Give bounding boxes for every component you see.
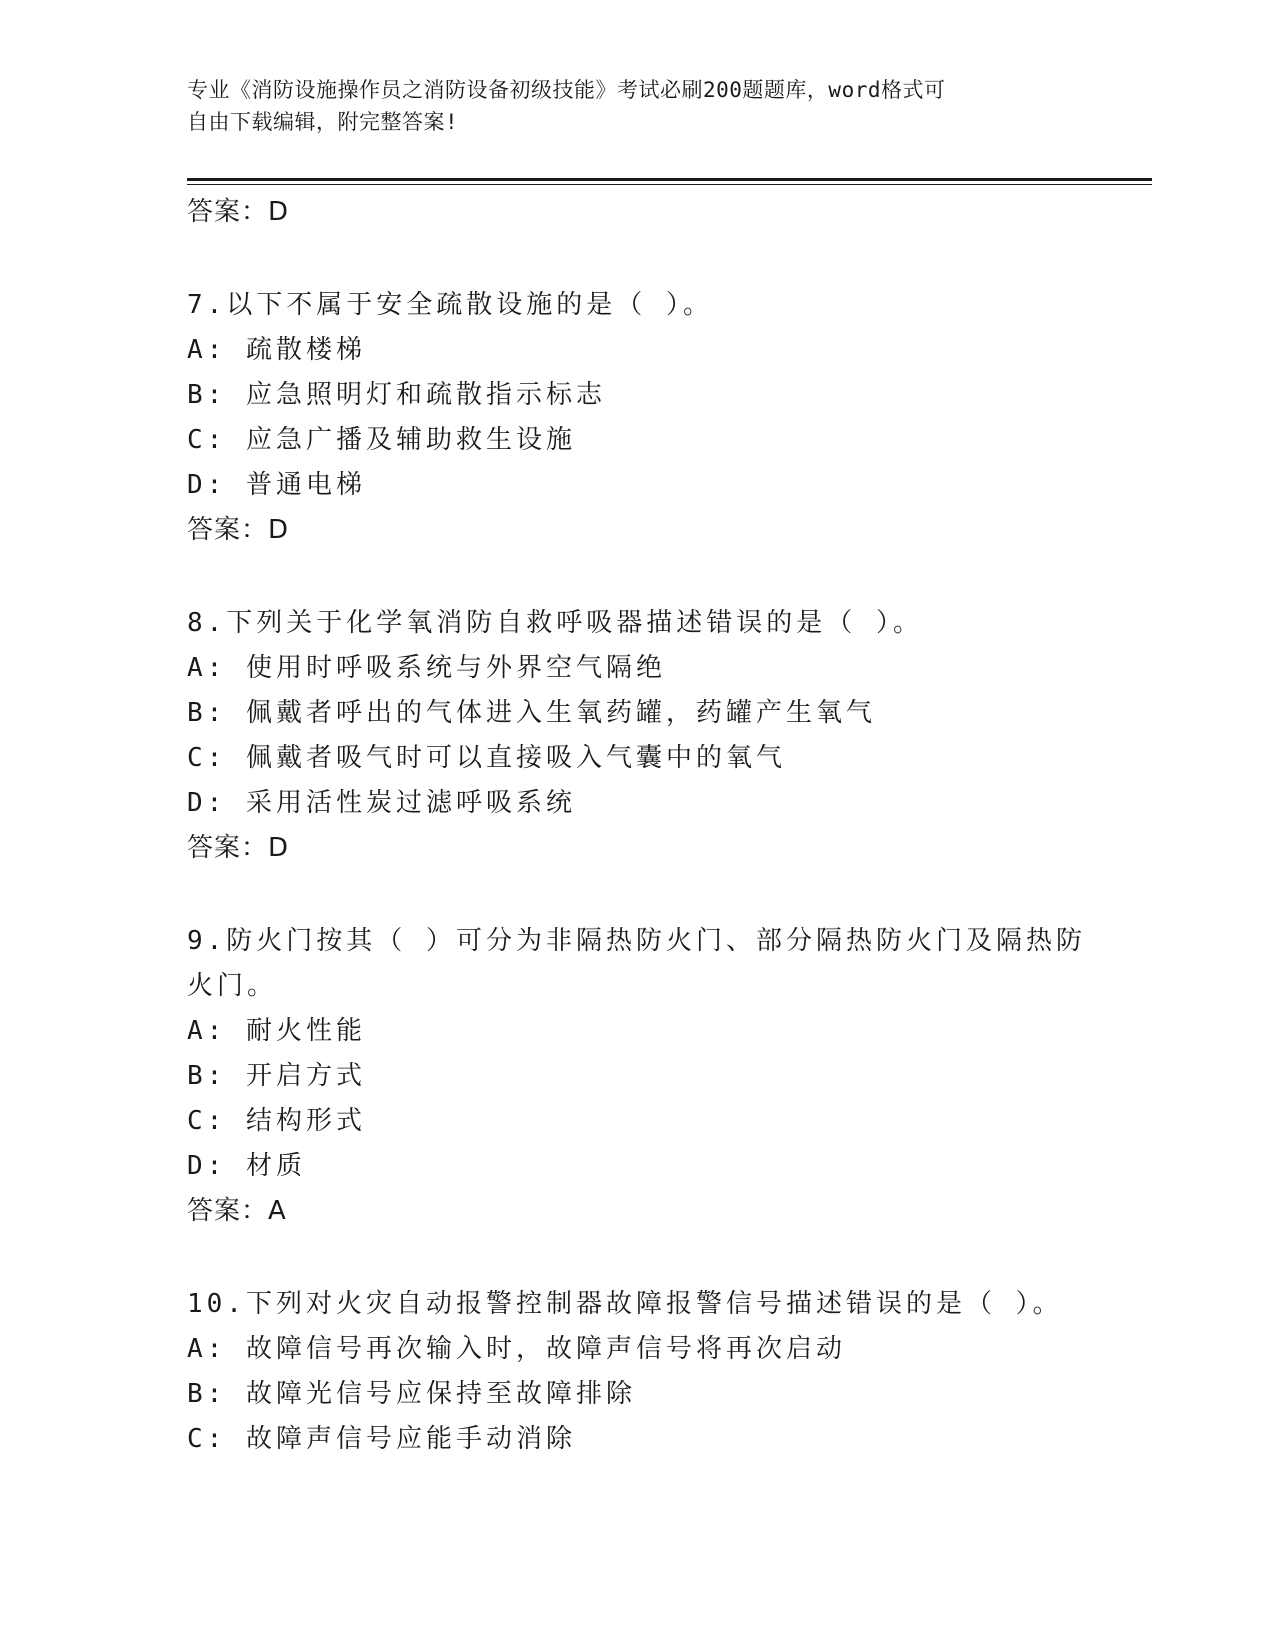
question-stem: 10.下列对火灾自动报警控制器故障报警信号描述错误的是（ ）。 [187,1289,1063,1319]
question-stem: 7.以下不属于安全疏散设施的是（ ）。 [187,290,713,320]
header-line-1: 专业《消防设施操作员之消防设备初级技能》考试必刷200题题库，word格式可 [187,78,946,102]
answer-line [187,1189,1067,1234]
option-c: C: 应急广播及辅助救生设施 [187,425,576,455]
option-d: D: 采用活性炭过滤呼吸系统 [187,788,576,818]
question-7 [187,283,1067,553]
question-10 [187,1282,1067,1462]
question-list [187,190,1086,1462]
option-a: A: 耐火性能 [187,1016,366,1046]
option-a: A: 使用时呼吸系统与外界空气隔绝 [187,653,666,683]
option-d: D: 材质 [187,1151,306,1181]
answer-value: D [268,833,290,863]
answer-line [187,826,1067,871]
question-stem: 8.下列关于化学氧消防自救呼吸器描述错误的是（ ）。 [187,608,923,638]
option-b: B: 开启方式 [187,1061,366,1091]
answer-value: D [268,515,290,545]
answer-label: 答案： [187,833,269,863]
question-8 [187,601,1067,871]
option-c: C: 故障声信号应能手动消除 [187,1424,576,1454]
answer-label: 答案： [187,1196,269,1226]
answer-line [187,508,1067,553]
option-b: B: 佩戴者呼出的气体进入生氧药罐，药罐产生氧气 [187,698,876,728]
answer-value: D [268,197,290,227]
option-c: C: 佩戴者吸气时可以直接吸入气囊中的氧气 [187,743,786,773]
option-c: C: 结构形式 [187,1106,366,1136]
header-divider-thick [187,178,1152,181]
answer-value: A [268,1196,287,1226]
question-stem-line-1: 9.防火门按其（ ）可分为非隔热防火门、部分隔热防火门及隔热防 [187,926,1086,956]
document-header [187,74,1067,138]
question-stem-line-2: 火门。 [187,971,278,1001]
answer-label: 答案： [187,515,269,545]
option-b: B: 应急照明灯和疏散指示标志 [187,380,606,410]
question-9 [187,919,1086,1234]
answer-line [187,190,1067,235]
answer-label: 答案： [187,197,269,227]
option-a: A: 故障信号再次输入时，故障声信号将再次启动 [187,1334,846,1364]
option-b: B: 故障光信号应保持至故障排除 [187,1379,636,1409]
option-d: D: 普通电梯 [187,470,366,500]
option-a: A: 疏散楼梯 [187,335,366,365]
header-line-2: 自由下载编辑，附完整答案! [187,110,459,134]
header-divider-thin [187,184,1152,185]
